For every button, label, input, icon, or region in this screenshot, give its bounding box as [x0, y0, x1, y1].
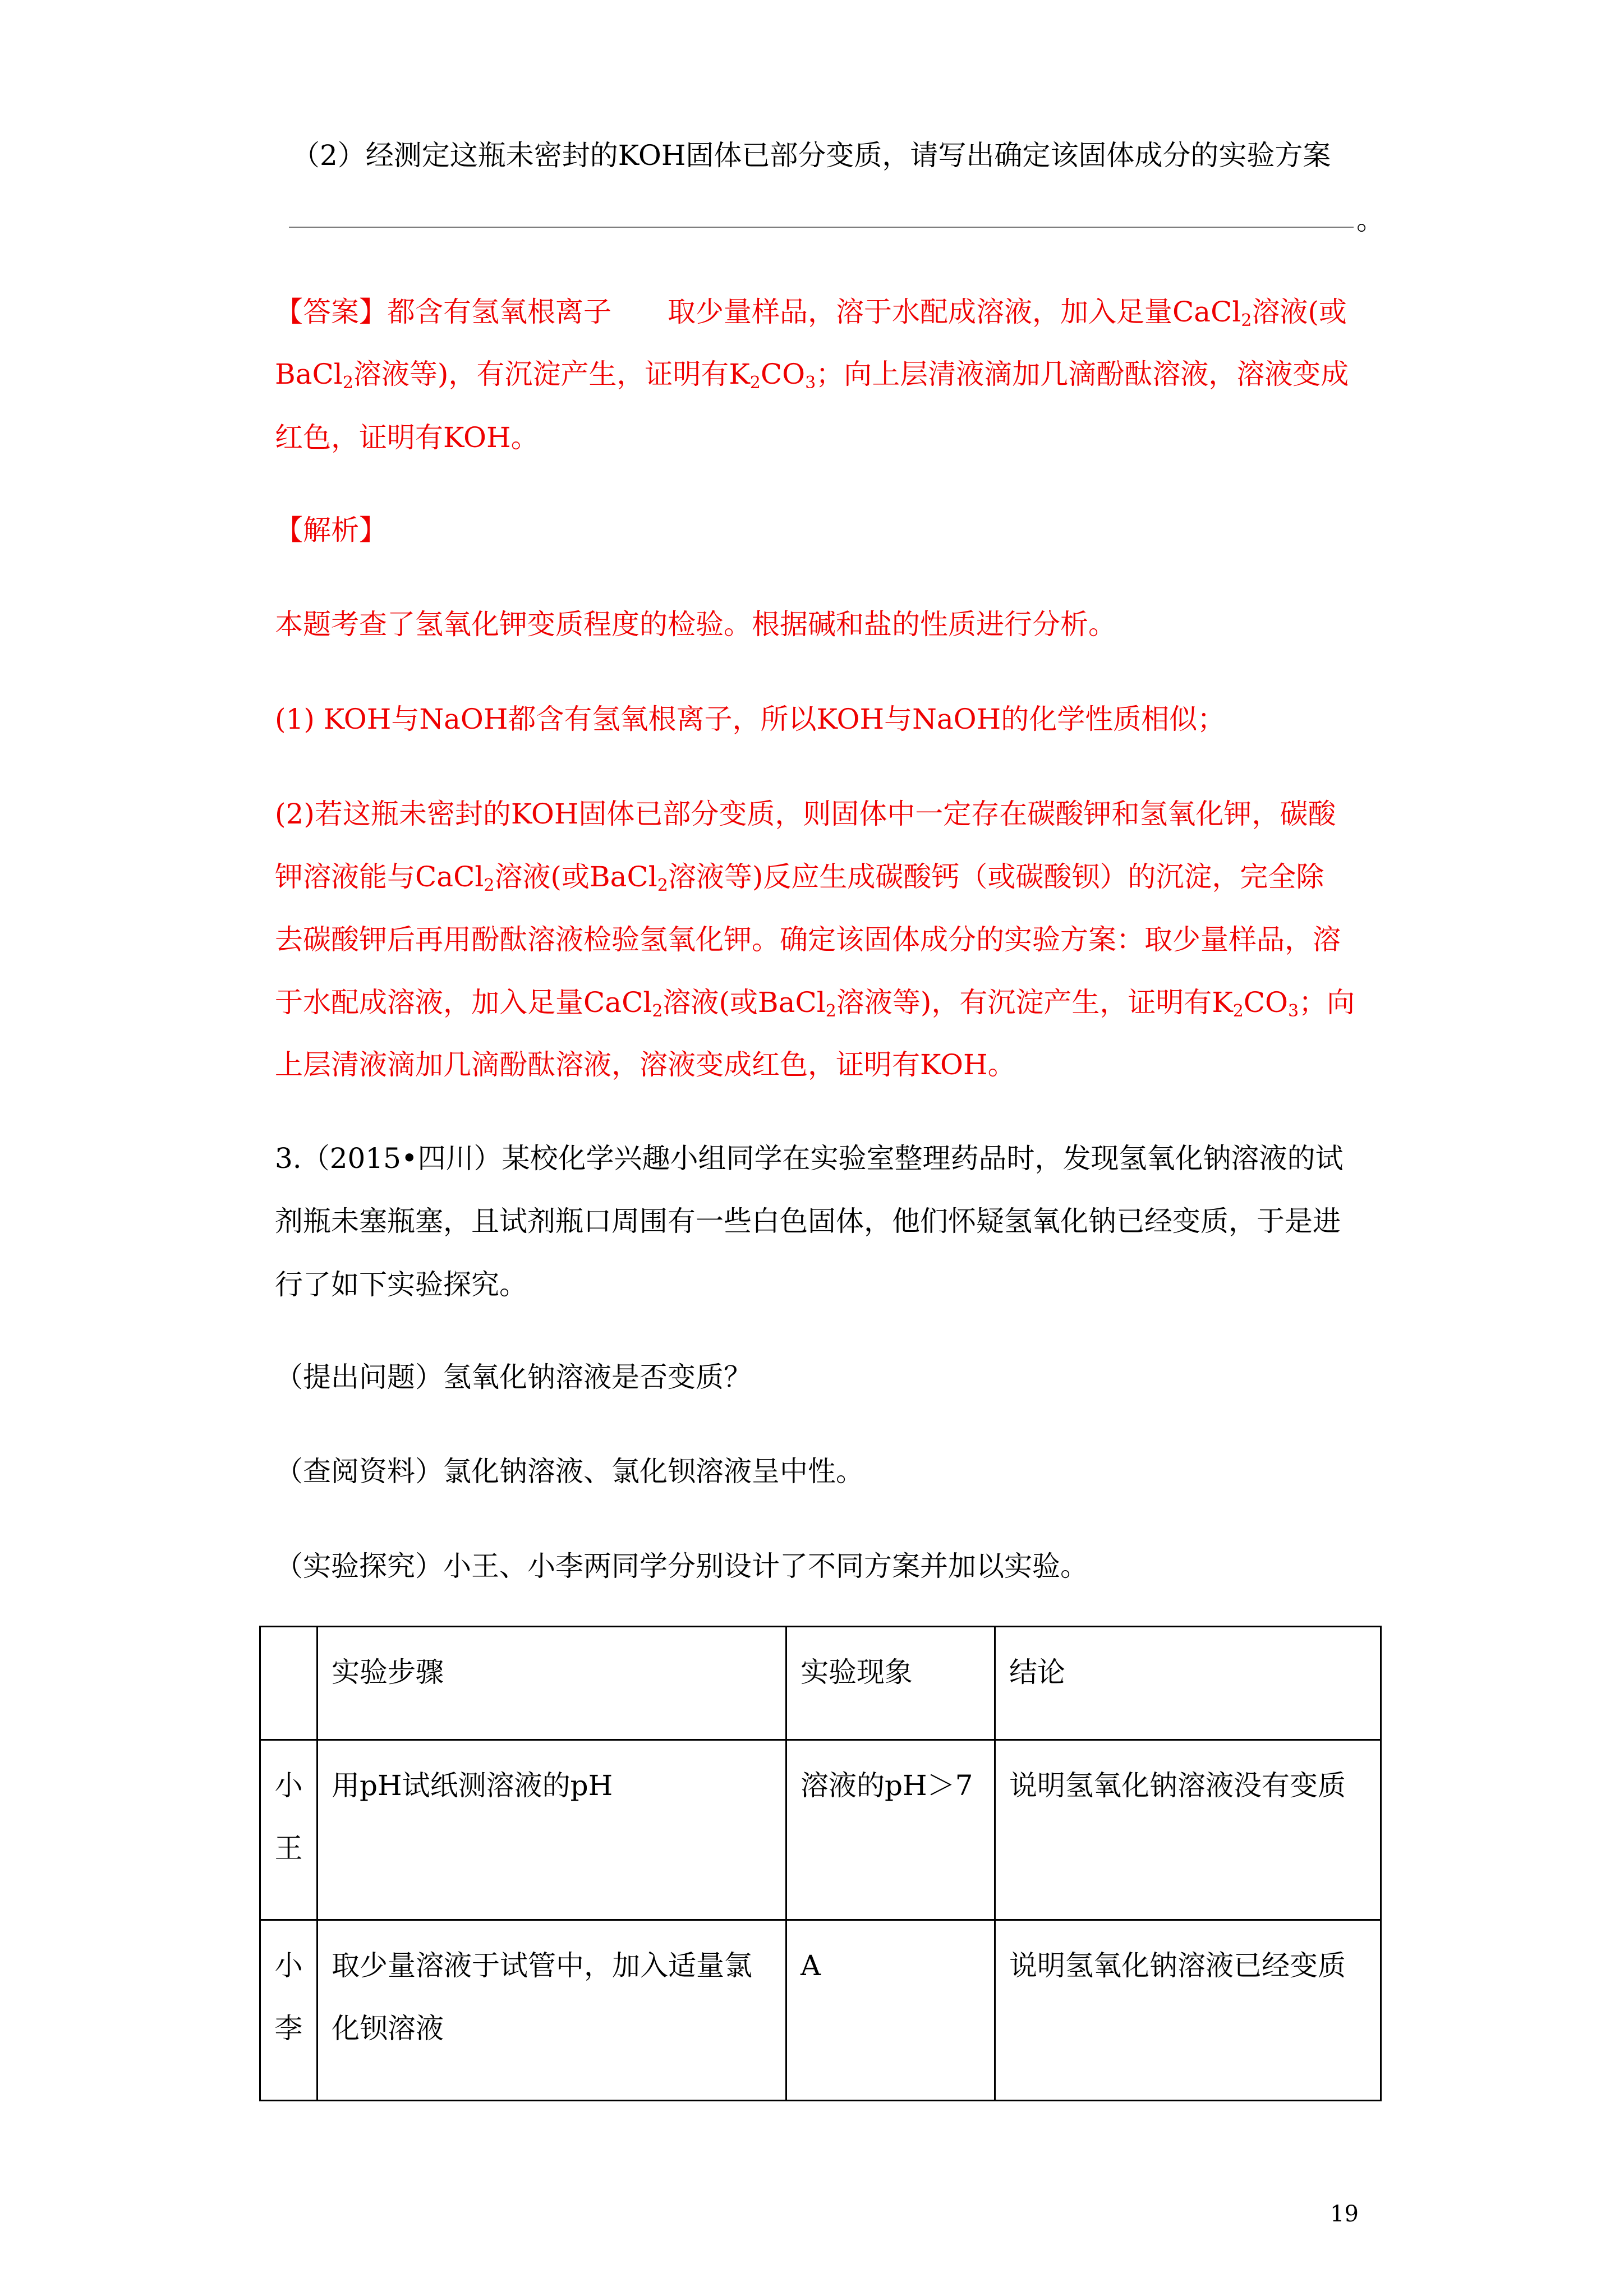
page-number: 19: [1330, 2201, 1359, 2227]
table-header-cell: 实验现象: [786, 1627, 995, 1740]
answer-part-1: 都含有氢氧根离子: [387, 296, 611, 328]
student-name-char: 李: [274, 2012, 303, 2045]
analysis-part-2-line-4: [275, 986, 1369, 1019]
subscript: 2: [825, 1001, 836, 1021]
subscript: 2: [652, 1001, 663, 1021]
student-name-char: 小: [274, 1949, 303, 1982]
phenomenon-cell: A: [786, 1920, 995, 2101]
subscript: 2: [1241, 311, 1252, 330]
answer-line-2: [275, 357, 1369, 391]
answer-part-3: 溶液(或: [1252, 296, 1347, 328]
subscript: 2: [749, 373, 761, 393]
table-header-cell: [260, 1627, 318, 1740]
table-header-row: [260, 1627, 1381, 1740]
question-2-text: （2）经测定这瓶未密封的KOH固体已部分变质，请写出确定该固体成分的实验方案: [292, 139, 1331, 172]
analysis-label: 【解析】: [275, 514, 387, 546]
answer-label: 【答案】: [275, 296, 387, 328]
analysis-text: ；向: [1299, 986, 1355, 1019]
analysis-part-2-line-1: (2)若这瓶未密封的KOH固体已部分变质，则固体中一定存在碳酸钾和氢氧化钾，碳酸: [275, 798, 1336, 830]
question-3-line-1: 3.（2015•四川）某校化学兴趣小组同学在实验室整理药品时，发现氢氧化钠溶液的试: [275, 1142, 1344, 1175]
analysis-part-1: (1) KOH与NaOH都含有氢氧根离子，所以KOH与NaOH的化学性质相似；: [275, 703, 1226, 735]
table-header-cell: 实验步骤: [318, 1627, 786, 1740]
subscript: 3: [805, 373, 816, 393]
analysis-text: 溶液(或BaCl: [663, 986, 826, 1019]
question-3-line-2: 剂瓶未塞瓶塞，且试剂瓶口周围有一些白色固体，他们怀疑氢氧化钠已经变质，于是进: [275, 1205, 1341, 1237]
subscript: 3: [1288, 1001, 1299, 1021]
table-row: [260, 1920, 1381, 2101]
blank-end-punctuation: 。: [1356, 204, 1384, 236]
analysis-text: 于水配成溶液，加入足量CaCl: [275, 986, 652, 1019]
answer-text: ；向上层清液滴加几滴酚酞溶液，溶液变成: [816, 358, 1349, 390]
reference-materials: （查阅资料）氯化钠溶液、氯化钡溶液呈中性。: [275, 1455, 864, 1488]
experiment-table: [259, 1626, 1382, 2101]
experiment-exploration: （实验探究）小王、小李两同学分别设计了不同方案并加以实验。: [275, 1550, 1088, 1582]
answer-part-2: 取少量样品，溶于水配成溶液，加入足量CaCl: [668, 296, 1241, 328]
conclusion-cell: 说明氢氧化钠溶液已经变质: [995, 1920, 1381, 2101]
conclusion-cell: 说明氢氧化钠溶液没有变质: [995, 1740, 1381, 1920]
analysis-part-2-line-3: 去碳酸钾后再用酚酞溶液检验氢氧化钾。确定该固体成分的实验方案：取少量样品，溶: [275, 923, 1341, 956]
analysis-part-2-line-5: 上层清液滴加几滴酚酞溶液，溶液变成红色，证明有KOH。: [275, 1048, 1016, 1081]
student-name-char: 小: [274, 1769, 303, 1802]
subscript: 2: [484, 876, 495, 895]
subscript: 2: [342, 373, 353, 393]
student-name-cell: [260, 1740, 318, 1920]
subscript: 2: [657, 876, 668, 895]
analysis-part-2-line-2: [275, 860, 1369, 894]
analysis-text: 溶液等)，有沉淀产生，证明有K: [836, 986, 1233, 1019]
analysis-text: 溶液(或BaCl: [494, 861, 657, 893]
table-row: [260, 1740, 1381, 1920]
raise-question: （提出问题）氢氧化钠溶液是否变质？: [275, 1361, 752, 1393]
analysis-text: CO: [1243, 986, 1289, 1019]
subscript: 2: [1232, 1001, 1244, 1021]
table-header-cell: 结论: [995, 1627, 1381, 1740]
phenomenon-cell: 溶液的pH＞7: [786, 1740, 995, 1920]
answer-text: 溶液等)，有沉淀产生，证明有K: [353, 358, 750, 390]
analysis-text: 溶液等)反应生成碳酸钙（或碳酸钡）的沉淀，完全除: [668, 861, 1324, 893]
answer-line-1: [275, 295, 1369, 329]
answer-text: CO: [760, 358, 806, 390]
analysis-text: 钾溶液能与CaCl: [275, 861, 484, 893]
step-cell: 取少量溶液于试管中，加入适量氯化钡溶液: [318, 1920, 786, 2101]
question-3-line-3: 行了如下实验探究。: [275, 1268, 527, 1301]
answer-line-3: 红色，证明有KOH。: [275, 421, 539, 454]
step-cell: 用pH试纸测溶液的pH: [318, 1740, 786, 1920]
answer-text: BaCl: [275, 358, 343, 390]
answer-blank-line: [289, 227, 1354, 228]
analysis-intro: 本题考查了氢氧化钾变质程度的检验。根据碱和盐的性质进行分析。: [275, 608, 1116, 641]
student-name-char: 王: [274, 1832, 303, 1865]
student-name-cell: [260, 1920, 318, 2101]
